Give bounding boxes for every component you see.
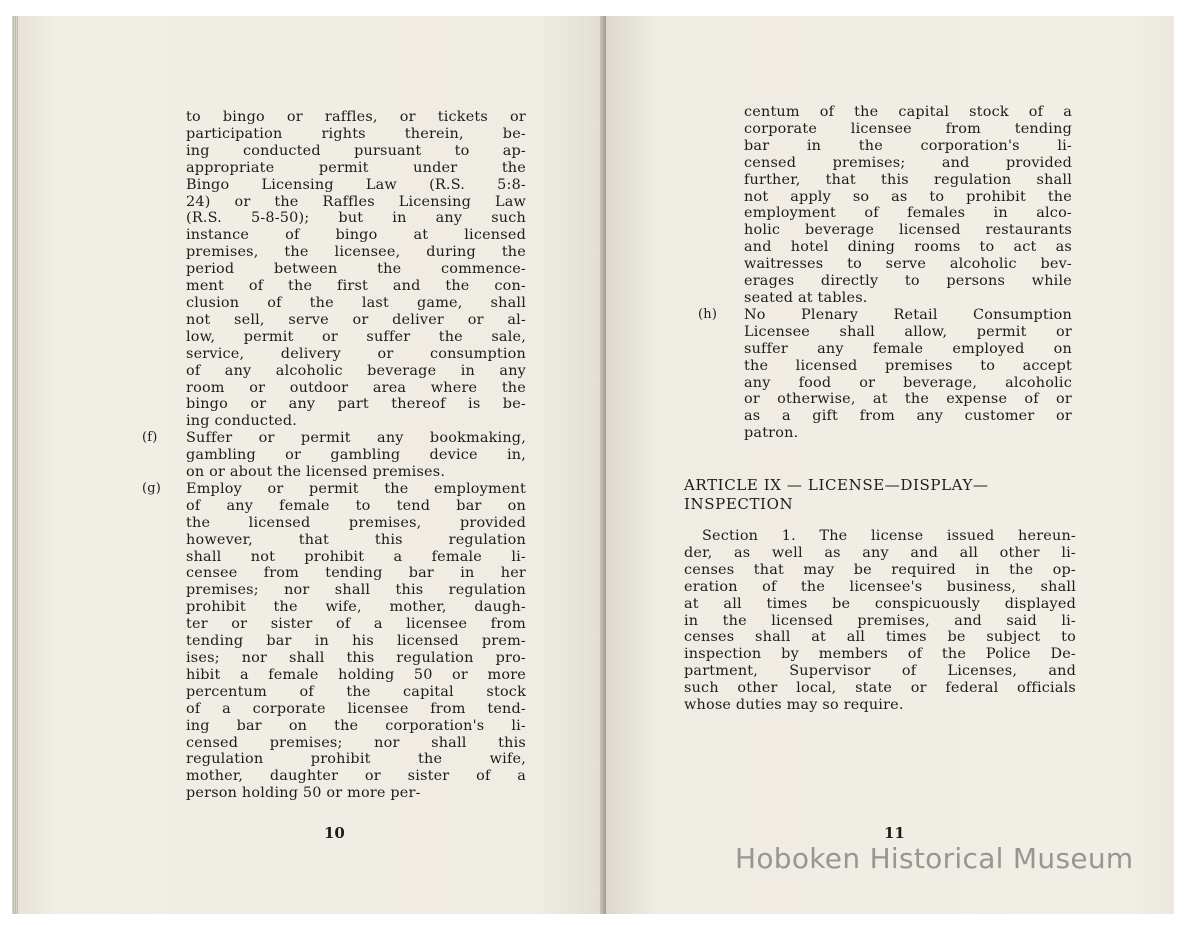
text-line: ing bar on the corporation's li- [186, 717, 526, 734]
text-line: No Plenary Retail Consumption [744, 306, 1072, 323]
text-line: (R.S. 5-8-50); but in any such [186, 210, 526, 227]
text-line: appropriate permit under the [186, 159, 526, 176]
text-line: percentum of the capital stock [186, 683, 526, 700]
text-line: Licensee shall allow, permit or [744, 323, 1072, 340]
text-line: employment of females in alco- [744, 205, 1072, 222]
text-line: holic beverage licensed restaurants [744, 222, 1072, 239]
text-line: premises, the licensee, during the [186, 244, 526, 261]
text-line: to bingo or raffles, or tickets or [186, 109, 526, 125]
text-line: not apply so as to prohibit the [744, 188, 1072, 205]
text-line: centum of the capital stock of a [744, 104, 1072, 120]
article-heading [684, 476, 1074, 514]
text-line: not sell, serve or deliver or al- [186, 311, 526, 328]
text-line: corporate licensee from tending [744, 120, 1072, 137]
text-line: 24) or the Raffles Licensing Law [186, 193, 526, 210]
text-line: shall not prohibit a female li- [186, 548, 526, 565]
text-line: Section 1. The license issued hereun- [702, 528, 1076, 544]
text-line: seated at tables. [744, 289, 868, 306]
text-line: waitresses to serve alcoholic bev- [744, 256, 1072, 273]
text-line: censed premises; nor shall this [186, 734, 526, 751]
right-text-column [698, 104, 1072, 442]
item-text [186, 430, 526, 481]
text-line: room or outdoor area where the [186, 379, 526, 396]
text-line: prohibit the wife, mother, daugh- [186, 599, 526, 616]
text-line: regulation prohibit the wife, [186, 751, 526, 768]
text-line: ter or sister of a licensee from [186, 616, 526, 633]
item-marker: (h) [698, 306, 718, 322]
open-booklet [12, 16, 1174, 914]
text-line: the licensed premises, provided [186, 514, 526, 531]
text-line: and hotel dining rooms to act as [744, 239, 1072, 256]
text-line: premises; nor shall this regulation [186, 582, 526, 599]
article-heading-line: INSPECTION [684, 495, 794, 513]
page-number: 10 [324, 824, 345, 842]
text-line: hibit a female holding 50 or more [186, 666, 526, 683]
continuation-paragraph [186, 109, 526, 430]
text-line: or otherwise, at the expense of or [744, 391, 1072, 408]
section-1-paragraph [684, 528, 1076, 714]
list-item-h [698, 306, 1072, 442]
article-heading-line: ARTICLE IX — LICENSE—DISPLAY— [684, 476, 989, 494]
page-number: 11 [884, 824, 905, 842]
text-line: participation rights therein, be- [186, 125, 526, 142]
text-line: censee from tending bar in her [186, 565, 526, 582]
text-line: ment of the first and the con- [186, 278, 526, 295]
text-line: bingo or any part thereof is be- [186, 396, 526, 413]
text-line: low, permit or suffer the sale, [186, 328, 526, 345]
left-text-column [142, 109, 526, 802]
text-line: tending bar in his licensed prem- [186, 633, 526, 650]
text-line: period between the commence- [186, 261, 526, 278]
text-line: in the licensed premises, and said li- [684, 612, 1076, 629]
text-line: at all times be conspicuously displayed [684, 595, 1076, 612]
text-line: eration of the licensee's business, shall [684, 578, 1076, 595]
text-line: censes that may be required in the op- [684, 561, 1076, 578]
text-line: service, delivery or consumption [186, 345, 526, 362]
text-line: of any alcoholic beverage in any [186, 362, 526, 379]
text-line: censed premises; and provided [744, 154, 1072, 171]
list-item-f [142, 430, 526, 481]
text-line: inspection by members of the Police De- [684, 646, 1076, 663]
text-line: any food or beverage, alcoholic [744, 374, 1072, 391]
text-line: Suffer or permit any bookmaking, [186, 430, 526, 447]
text-line: of any female to tend bar on [186, 497, 526, 514]
item-marker: (g) [142, 480, 162, 496]
left-page [18, 16, 606, 914]
text-line: erages directly to persons while [744, 273, 1072, 290]
text-line: censes shall at all times be subject to [684, 629, 1076, 646]
text-line: the licensed premises to accept [744, 357, 1072, 374]
text-line: whose duties may so require. [684, 697, 904, 714]
continuation-paragraph [744, 104, 1072, 307]
text-line: ing conducted. [186, 413, 298, 430]
text-line: ises; nor shall this regulation pro- [186, 650, 526, 666]
text-line: of a corporate licensee from tend- [186, 700, 526, 717]
text-line: on or about the licensed premises. [186, 464, 446, 481]
item-text [744, 307, 1072, 442]
list-item-g [142, 480, 526, 802]
text-line: partment, Supervisor of Licenses, and [684, 663, 1076, 680]
text-line: gambling or gambling device in, [186, 447, 526, 464]
text-line: suffer any female employed on [744, 340, 1072, 357]
text-line: Bingo Licensing Law (R.S. 5:8- [186, 176, 526, 193]
item-text [186, 481, 526, 802]
right-page [606, 16, 1174, 914]
text-line: mother, daughter or sister of a [186, 768, 526, 785]
text-line: person holding 50 or more per- [186, 785, 421, 802]
text-line: patron. [744, 425, 799, 442]
text-line: ing conducted pursuant to ap- [186, 142, 526, 159]
text-line: instance of bingo at licensed [186, 227, 526, 244]
text-line: further, that this regulation shall [744, 171, 1072, 188]
text-line: Employ or permit the employment [186, 480, 526, 497]
item-marker: (f) [142, 430, 158, 446]
text-line: such other local, state or federal officials [684, 680, 1076, 697]
text-line: clusion of the last game, shall [186, 294, 526, 311]
text-line: as a gift from any customer or [744, 408, 1072, 425]
museum-watermark: Hoboken Historical Museum [735, 842, 1134, 875]
text-line: bar in the corporation's li- [744, 137, 1072, 154]
text-line: however, that this regulation [186, 531, 526, 548]
text-line: der, as well as any and all other li- [684, 544, 1076, 561]
